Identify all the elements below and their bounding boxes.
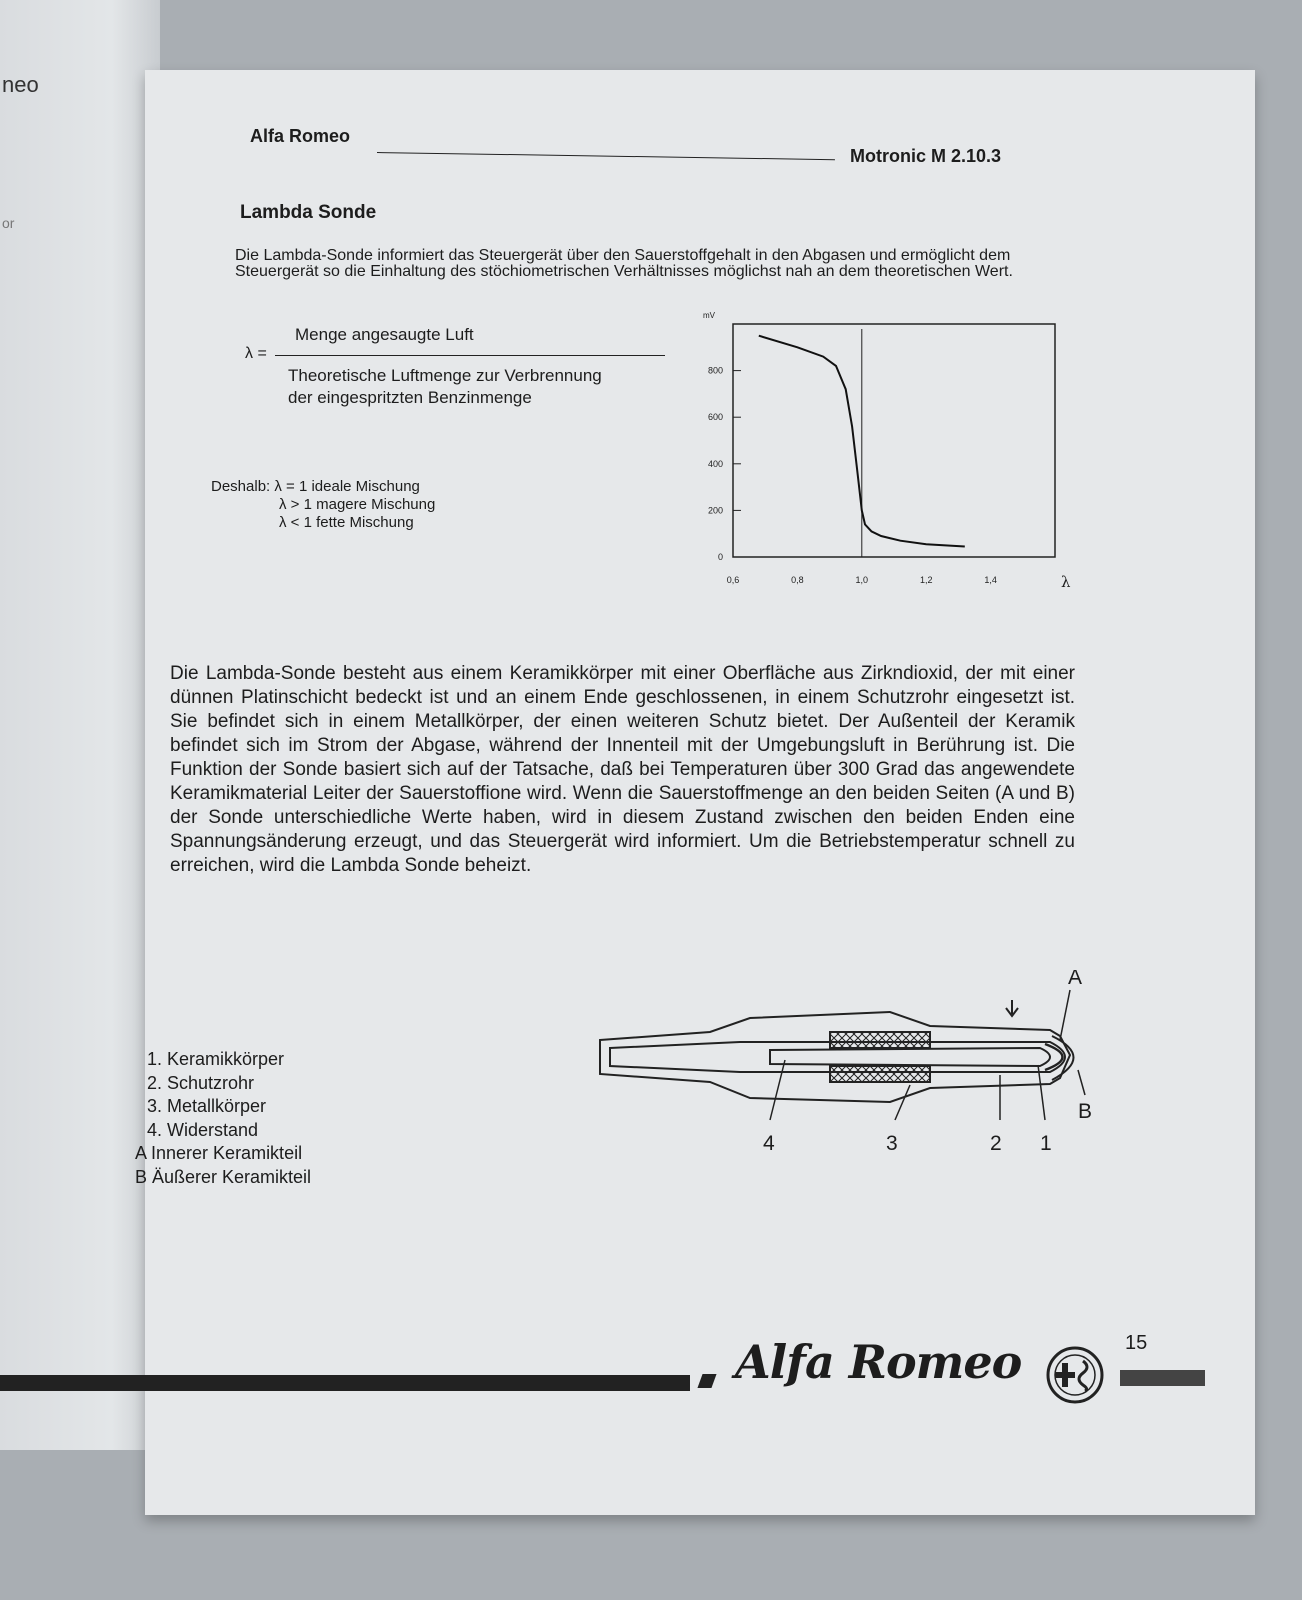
fraction-line: [275, 355, 665, 356]
legend-item: A Innerer Keramikteil: [135, 1143, 303, 1163]
x-tick-label: 0,6: [726, 575, 740, 585]
header-brand: Alfa Romeo: [250, 126, 351, 146]
mixture-rich: λ < 1 fette Mischung: [279, 514, 414, 531]
footer-bar-left: [0, 1375, 690, 1391]
mixture-ideal: Deshalb: λ = 1 ideale Mischung: [211, 478, 420, 495]
plot-frame: [733, 324, 1055, 557]
denominator-line-1: Theoretische Luftmenge zur Verbrennung: [288, 366, 602, 385]
formula-denominator: [288, 365, 688, 409]
legend-item: B Äußerer Keramikteil: [135, 1166, 312, 1187]
x-tick-label: 1,0: [855, 575, 869, 585]
lambda-voltage-chart: [685, 312, 1075, 612]
label-a: A: [1068, 970, 1083, 989]
y-tick-label: 0: [717, 552, 723, 562]
y-tick-label: 400: [707, 458, 723, 469]
x-tick-label: 0,8: [791, 575, 804, 585]
previous-page: [0, 0, 160, 1450]
y-tick-label: 800: [707, 365, 723, 376]
header-rule: [377, 152, 835, 160]
mixture-definitions: [211, 478, 435, 532]
denominator-line-2: der eingespritzten Benzinmenge: [288, 388, 532, 407]
footer-dash: [697, 1374, 716, 1388]
legend-item: 4. Widerstand: [147, 1119, 259, 1140]
lambda-sensor-diagram: [590, 970, 1100, 1170]
x-tick-label: 1,4: [984, 575, 997, 585]
previous-page-text: neo: [2, 72, 39, 97]
x-axis-label: λ: [1061, 573, 1071, 591]
label-3: 3: [886, 1132, 898, 1155]
x-tick-label: 1,2: [919, 575, 933, 585]
leader-b: [1078, 1070, 1085, 1095]
intro-paragraph: Die Lambda-Sonde informiert das Steuergerät über den Sauerstoffgehalt in den Abgasen und ermöglicht dem Steuergerät so die Einhaltung des stöchiometrischen Verhältnisses möglichst nah an dem theoretischen Wert.: [235, 247, 1013, 280]
header-system: Motronic M 2.10.3: [850, 146, 1002, 166]
y-tick-label: 200: [707, 505, 723, 516]
formula-numerator: Menge angesaugte Luft: [295, 325, 474, 344]
legend-item: 3. Metallkörper: [147, 1096, 267, 1116]
label-1: 1: [1040, 1132, 1052, 1155]
legend-item: 1. Keramikkörper: [147, 1049, 285, 1069]
footer-bar-right: [1120, 1370, 1205, 1386]
sensor-vent-arrow: [1006, 1000, 1018, 1016]
legend-item: 2. Schutzrohr: [147, 1072, 255, 1093]
formula-lhs: λ =: [245, 345, 267, 362]
leader-4: [770, 1060, 785, 1120]
sensor-hatch-bottom: [830, 1066, 930, 1082]
leader-a: [1060, 990, 1070, 1040]
previous-page-text: or: [2, 215, 15, 231]
legend-list: [135, 1048, 311, 1189]
y-tick-label: 600: [707, 412, 723, 423]
mixture-lean: λ > 1 magere Mischung: [279, 496, 436, 513]
sensor-ceramic: [770, 1048, 1050, 1066]
footer-brand-logo: Alfa Romeo: [735, 1335, 1022, 1389]
y-axis-unit: mV: [703, 312, 715, 320]
page-number: 15: [1125, 1332, 1148, 1354]
label-b: B: [1078, 1100, 1093, 1123]
body-paragraph: Die Lambda-Sonde besteht aus einem Keramikkörper mit einer Oberfläche aus Zirkndioxid, der mit einer dünnen Platinschicht bedeckt ist und an einem Ende geschlossenen, in einem Schutzrohr eingesetzt ist. Sie befindet sich in einem Metallkörper, der einen weiteren Schutz bietet. Der Außenteil der Keramik befindet sich im Strom der Abgase, während der Innenteil mit der Umgebungsluft in Berührung ist. Die Funktion der Sonde basiert sich auf der Tatsache, daß bei Temperaturen über 300 Grad das angewendete Keramikmaterial Leiter der Sauerstoffione wird. Wenn die Sauerstoffmenge an den beiden Seiten (A und B) der Sonde unterschiedliche Werte haben, wird in diesem Zustand zwischen den beiden Enden eine Spannungsänderung erzeugt, und das Steuergerät wird informiert. Um die Betriebstemperatur schnell zu erreichen, wird die Lambda Sonde beheizt.: [170, 663, 1075, 876]
manual-page: [135, 70, 1255, 1515]
label-2: 2: [990, 1132, 1002, 1155]
leader-1: [1038, 1065, 1045, 1120]
sensor-hatch-top: [830, 1032, 930, 1048]
leader-3: [895, 1085, 910, 1120]
section-title: Lambda Sonde: [240, 202, 377, 223]
alfa-romeo-emblem-icon: [1045, 1345, 1105, 1405]
label-4: 4: [763, 1132, 775, 1155]
